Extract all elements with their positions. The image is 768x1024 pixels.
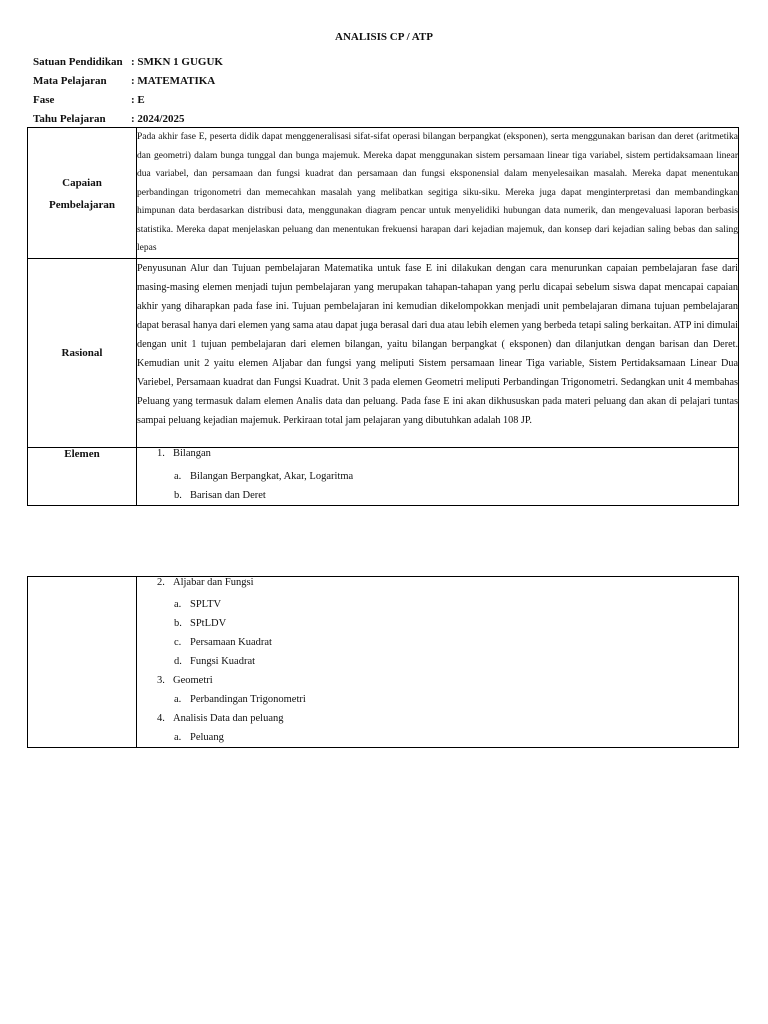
list-item bbox=[137, 652, 738, 671]
list-item bbox=[137, 690, 738, 709]
meta-row-fase bbox=[33, 90, 223, 109]
meta-label: Tahu Pelajaran bbox=[33, 112, 106, 125]
list-item bbox=[137, 671, 738, 690]
elemen-row bbox=[28, 447, 739, 505]
rasional-row bbox=[28, 258, 739, 447]
list-item bbox=[137, 633, 738, 652]
list-number: a. bbox=[174, 732, 182, 743]
meta-label: Satuan Pendidikan bbox=[33, 55, 123, 68]
list-text: Bilangan Berpangkat, Akar, Logaritma bbox=[190, 470, 354, 482]
list-item bbox=[137, 709, 738, 728]
elemen-continuation-row bbox=[28, 577, 739, 748]
meta-row-tahun bbox=[33, 109, 223, 128]
list-number: b. bbox=[174, 489, 182, 501]
list-number: 2. bbox=[157, 577, 165, 588]
list-number: a. bbox=[174, 470, 182, 482]
capaian-row bbox=[28, 128, 739, 259]
meta-label: Mata Pelajaran bbox=[33, 74, 107, 87]
list-number: d. bbox=[174, 656, 182, 667]
list-number: 3. bbox=[157, 675, 165, 686]
list-text: Bilangan bbox=[173, 447, 211, 459]
list-text: Perbandingan Trigonometri bbox=[190, 694, 306, 705]
meta-row-mapel bbox=[33, 71, 223, 90]
capaian-label: Pembelajaran bbox=[49, 198, 115, 211]
list-number: b. bbox=[174, 618, 182, 629]
meta-block bbox=[33, 52, 223, 128]
elemen-list-cell bbox=[137, 447, 739, 505]
list-number: a. bbox=[174, 599, 182, 610]
meta-value: : E bbox=[131, 93, 145, 106]
list-item bbox=[137, 577, 738, 595]
list-item bbox=[137, 728, 738, 747]
list-text: Fungsi Kuadrat bbox=[190, 656, 256, 667]
list-text: Barisan dan Deret bbox=[190, 489, 266, 501]
list-item bbox=[137, 467, 738, 486]
rasional-label: Rasional bbox=[28, 258, 137, 447]
list-text: Peluang bbox=[190, 732, 224, 743]
list-item bbox=[137, 614, 738, 633]
list-number: 1. bbox=[157, 447, 165, 459]
elemen-label: Elemen bbox=[28, 447, 137, 505]
list-text: SPtLDV bbox=[190, 618, 227, 629]
list-text: Geometri bbox=[173, 675, 213, 686]
list-number: 4. bbox=[157, 713, 165, 724]
capaian-label-cell bbox=[28, 128, 137, 259]
list-item bbox=[137, 486, 738, 505]
list-text: Aljabar dan Fungsi bbox=[173, 577, 254, 588]
empty-label-cell bbox=[28, 577, 137, 748]
list-text: Analisis Data dan peluang bbox=[173, 713, 284, 724]
list-number: c. bbox=[174, 637, 182, 648]
list-text: SPLTV bbox=[190, 599, 222, 610]
list-number: a. bbox=[174, 694, 182, 705]
meta-value: : MATEMATIKA bbox=[131, 74, 216, 87]
rasional-text: Penyusunan Alur dan Tujuan pembelajaran Matematika untuk fase E ini dilakukan dengan cara menurunkan capaian pembelajaran fase dari masing-masing elemen menjadi tujun pembelajaran yang merupakan tahapan-tahapan yang perlu dicapai sebelum siswa dapat mencapai capaian akhir yang diharapkan pada fase ini. Tujuan pembelajaran ini kemudian dikelompokkan menjadi unit pembelajaran dimana tujuan pembelajaran dapat berasal hanya dari elemen yang sama atau dapat juga berasal dari dua atau lebih elemen yang berbeda tetapi saling berkaitan. ATP ini dimulai dengan unit 1 tujuan pembelajaran dari elemen bilangan, yaitu bilangan berpangkat ( eksponen) dan dilanjutkan dengan barisan dan Deret. Kemudian unit 2 yaitu elemen Aljabar dan fungsi yang meliputi Sistem persamaan linear Tiga variable, Sistem Pertidaksamaan Linear Dua Variebel, Persamaan kuadrat dan Fungsi Kuadrat. Unit 3 pada elemen Geometri meliputi Perbandingan Trigonometri. Sedangkan unit 4 membahas Peluang yang termasuk dalam elemen Analis data dan peluang. Pada fase E ini akan dikhususkan pada materi peluang dan akan di pelajari tuntas sampai peluang kejadian majemuk. Perkiraan total jam pelajaran yang dibutuhkan adalah 108 JP. bbox=[137, 262, 739, 426]
analysis-table bbox=[27, 127, 739, 506]
meta-value: : 2024/2025 bbox=[131, 112, 185, 125]
meta-label: Fase bbox=[33, 93, 55, 106]
document-title: ANALISIS CP / ATP bbox=[335, 31, 433, 43]
meta-row-satuan bbox=[33, 52, 223, 71]
list-item bbox=[137, 448, 738, 467]
rasional-text-cell bbox=[137, 258, 739, 447]
list-item bbox=[137, 595, 738, 614]
elemen-list-cell bbox=[137, 577, 739, 748]
capaian-label: Capaian bbox=[62, 176, 102, 189]
elemen-continuation-table bbox=[27, 576, 739, 748]
list-text: Persamaan Kuadrat bbox=[190, 637, 272, 648]
meta-value: : SMKN 1 GUGUK bbox=[131, 55, 223, 68]
capaian-text-cell bbox=[137, 128, 739, 259]
capaian-text: Pada akhir fase E, peserta didik dapat menggeneralisasi sifat-sifat operasi bilangan berpangkat (eksponen), serta menggunakan barisan dan deret (aritmetika dan geometri) dalam bunga tunggal dan bunga majemuk. Mereka dapat menggunakan sistem persamaan linear tiga variabel, sistem pertidaksamaan linear dua variabel, dan persamaan dan fungsi kuadrat dan persamaan dan fungsi eksponensial dalam menyelesaikan masalah. Mereka dapat menentukan perbandingan trigonometri dan memecahkan masalah yang melibatkan segitiga siku-siku. Mereka juga dapat menginterpretasi dan membandingkan himpunan data berdasarkan distribusi data, menggunakan diagram pencar untuk menyelidiki hubungan data numerik, dan mengevaluasi laporan berbasis statistika. Mereka dapat menjelaskan peluang dan menentukan frekuensi harapan dari kejadian majemuk, dan konsep dari kejadian saling bebas dan saling lepas bbox=[137, 132, 738, 253]
